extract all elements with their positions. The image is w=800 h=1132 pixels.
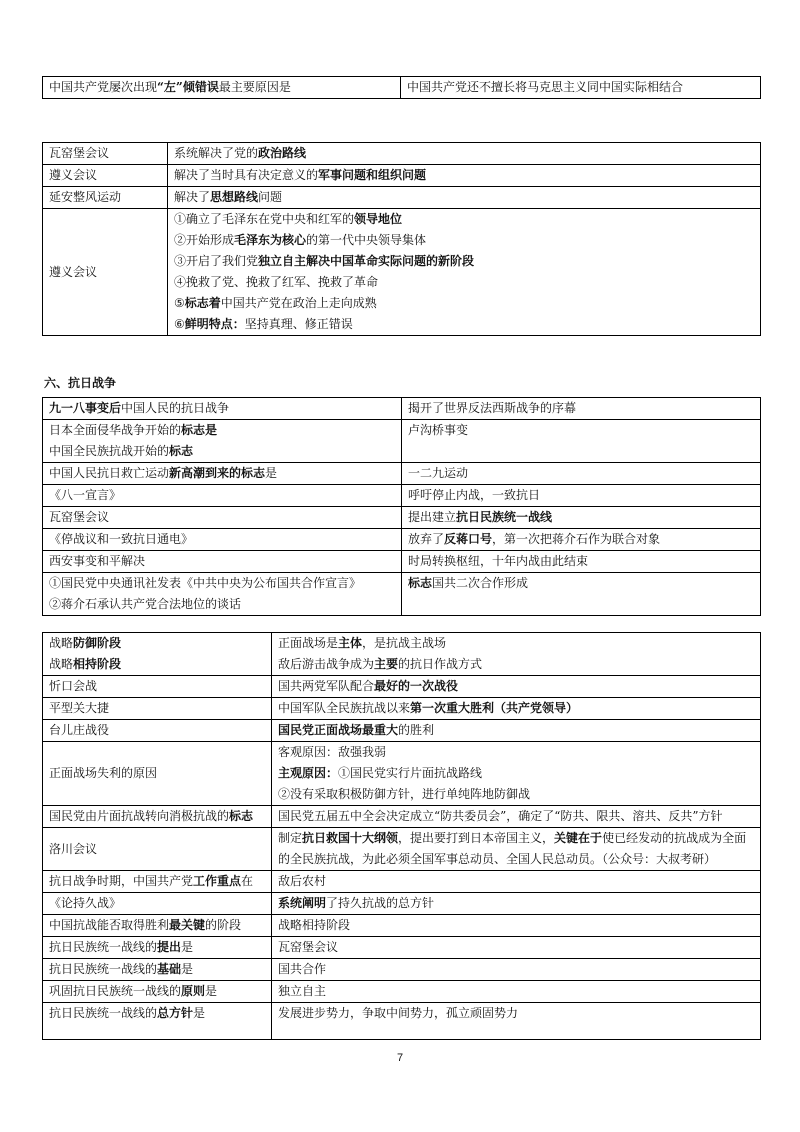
table-row	[43, 959, 761, 981]
table-cell	[272, 959, 761, 981]
bold-text: 原则	[181, 984, 206, 998]
cell-line	[408, 507, 754, 528]
table-cell	[43, 806, 272, 828]
table-cell	[43, 507, 402, 529]
text: 洛川会议	[49, 841, 98, 856]
text: 发展进步势力，争取中间势力，孤立顽固势力	[278, 1006, 519, 1020]
bold-text: 标志	[408, 576, 433, 590]
text: 国共两党军队配合	[278, 679, 375, 693]
table-row	[43, 742, 761, 806]
text: 中国人民抗日救亡运动	[49, 466, 170, 480]
bold-text: 国民党正面战场最重大	[278, 723, 399, 737]
text: 中国抗战能否取得胜利	[49, 918, 170, 932]
text: 是	[265, 466, 278, 480]
text: 抗日民族统一战线的	[49, 940, 158, 954]
cell-line	[49, 633, 265, 654]
cell-line	[278, 849, 754, 870]
cell-line	[49, 839, 265, 860]
text: 遵义会议	[49, 264, 98, 279]
table-cell	[43, 1003, 272, 1040]
table-cell	[402, 573, 761, 616]
table-cell	[168, 165, 761, 187]
text: 解决了当时具有决定意义的	[174, 168, 319, 182]
table-cell	[43, 209, 168, 336]
cell-line	[49, 594, 395, 615]
cell-line	[408, 551, 754, 572]
cell-line	[49, 981, 265, 1002]
text: ①国民党中央通讯社发表《中共中央为公布国共合作宣言》	[49, 576, 362, 590]
cell-line	[278, 937, 754, 958]
cell-line	[174, 165, 754, 186]
table-cell	[43, 676, 272, 698]
cell-line	[278, 981, 754, 1002]
cell-line	[278, 633, 754, 654]
text: 国共合作	[278, 962, 327, 976]
text: 巩固抗日民族统一战线的	[49, 984, 182, 998]
table-cell	[272, 937, 761, 959]
table-row	[43, 1003, 761, 1040]
table-war-stages	[42, 632, 761, 1040]
bold-text: 思想路线	[210, 190, 259, 204]
table-cell	[272, 1003, 761, 1040]
text: 抗日民族统一战线的	[49, 962, 158, 976]
cell-line	[278, 720, 754, 741]
table-cell	[168, 209, 761, 336]
cell-line	[49, 698, 265, 719]
cell-line	[49, 77, 394, 98]
cell-line	[49, 507, 395, 528]
table-cell	[402, 551, 761, 573]
cell-line	[49, 806, 265, 827]
text: 系统解决了党的	[174, 146, 259, 160]
cell-line	[278, 828, 754, 849]
cell-line	[408, 398, 754, 419]
table-row	[43, 573, 761, 616]
cell-line	[174, 272, 754, 293]
text: 问题	[258, 190, 283, 204]
text: 中国共产党屡次出现	[49, 80, 158, 94]
table-row	[43, 698, 761, 720]
text: 国共二次合作形成	[432, 576, 529, 590]
text: 忻口会战	[49, 679, 98, 693]
text: 提出建立	[408, 510, 457, 524]
text: ②没有采取积极防御方针，进行单纯阵地防御战	[278, 787, 531, 801]
text: 卢沟桥事变	[408, 423, 469, 437]
section-title: 六、抗日战争	[44, 376, 117, 390]
bold-text: 抗日救国十大纲领	[302, 831, 399, 845]
text: 的阶段	[205, 918, 242, 932]
table-row	[43, 893, 761, 915]
bold-text: 关键在于	[554, 831, 603, 845]
text: 瓦窑堡会议	[278, 940, 339, 954]
text: 最主要原因是	[218, 80, 291, 94]
bold-text: 主观原因：	[278, 766, 339, 780]
table-row	[43, 828, 761, 871]
bold-text: 反蒋口号	[444, 532, 493, 546]
bold-text: 相持阶段	[73, 657, 122, 671]
table-cell	[272, 893, 761, 915]
cell-line	[174, 293, 754, 314]
cell-line	[408, 463, 754, 484]
table-cell	[402, 507, 761, 529]
table-cell	[43, 742, 272, 806]
cell-line	[49, 654, 265, 675]
cell-line	[49, 915, 265, 936]
text: 瓦窑堡会议	[49, 146, 110, 160]
cell-line	[278, 915, 754, 936]
table-cell	[272, 981, 761, 1003]
table-cell	[272, 633, 761, 676]
table-row	[43, 633, 761, 676]
text: 的抗日作战方式	[398, 657, 483, 671]
table-cell	[272, 871, 761, 893]
table-row	[43, 485, 761, 507]
text: 《论持久战》	[49, 896, 122, 910]
table-cell	[43, 529, 402, 551]
cell-line	[174, 143, 754, 164]
text: 的胜利	[398, 723, 435, 737]
text: 国民党由片面抗战转向消极抗战的	[49, 809, 230, 823]
cell-line	[408, 485, 754, 506]
text: 抗日民族统一战线的	[49, 1006, 158, 1020]
table-cell	[43, 420, 402, 463]
text: 的第一代中央领导集体	[306, 233, 427, 247]
cell-line	[278, 959, 754, 980]
table-cell	[272, 915, 761, 937]
table-cell	[43, 551, 402, 573]
cell-line	[49, 551, 395, 572]
bold-text: 标志	[169, 444, 194, 458]
table-cell	[43, 187, 168, 209]
text: ⑥	[174, 317, 185, 331]
table-row	[43, 77, 761, 99]
cell-line	[174, 251, 754, 272]
cell-line	[49, 763, 265, 784]
text: 揭开了世界反法西斯战争的序幕	[408, 401, 577, 415]
table-cell	[43, 720, 272, 742]
cell-line	[408, 529, 754, 550]
text: 西安事变和平解决	[49, 554, 146, 568]
bold-text: 标志是	[181, 423, 218, 437]
bold-text: 提出	[157, 940, 182, 954]
cell-line	[174, 187, 754, 208]
bold-text: 领导地位	[354, 212, 403, 226]
text: ④挽救了党、挽救了红军、挽救了革命	[174, 275, 379, 289]
text: 中国军队全民族抗战以来	[278, 701, 411, 715]
table-cell	[43, 698, 272, 720]
text: 坚持真理、修正错误	[244, 317, 353, 331]
table-anti-japanese-war	[42, 397, 761, 616]
text: 抗日战争时期，中国共产党	[49, 874, 194, 888]
cell-line	[49, 262, 161, 283]
bold-text: 标志	[229, 809, 254, 823]
text: 使已经发动的抗战成为全面	[602, 831, 747, 845]
text: 敌后游击战争成为	[278, 657, 375, 671]
bold-text: 总方针	[157, 1006, 194, 1020]
table-row	[43, 720, 761, 742]
table-row	[43, 187, 761, 209]
text: 是	[181, 940, 194, 954]
cell-line	[174, 314, 754, 335]
text: 瓦窑堡会议	[49, 510, 110, 524]
cell-line	[408, 573, 754, 594]
bold-text: 独立自主解决中国革命实际问题的新阶段	[258, 254, 475, 268]
cell-line	[49, 893, 265, 914]
cell-line	[278, 676, 754, 697]
table-left-errors	[42, 76, 761, 99]
text: ①国民党实行片面抗战路线	[338, 766, 483, 780]
bold-text: 工作重点	[193, 874, 242, 888]
table-cell	[43, 165, 168, 187]
bold-text: 主体	[338, 636, 363, 650]
table-cell	[43, 828, 272, 871]
cell-line	[278, 698, 754, 719]
table-cell	[43, 573, 402, 616]
table-cell	[272, 828, 761, 871]
text: 战略	[49, 636, 74, 650]
cell-line	[49, 463, 395, 484]
text: 独立自主	[278, 984, 327, 998]
text: 战略相持阶段	[278, 918, 351, 932]
table-cell	[402, 529, 761, 551]
cell-line	[278, 784, 754, 805]
table-cell	[402, 398, 761, 420]
table-cell	[401, 77, 761, 99]
cell-line	[49, 959, 265, 980]
table-row	[43, 806, 761, 828]
table-row	[43, 143, 761, 165]
bold-text: 标志着	[184, 296, 221, 310]
table-cell	[272, 698, 761, 720]
cell-line	[49, 398, 395, 419]
text: 战略	[49, 657, 74, 671]
table-cell	[272, 742, 761, 806]
cell-line	[49, 441, 395, 462]
cell-line	[49, 1003, 265, 1024]
cell-line	[407, 77, 754, 98]
table-cell	[43, 633, 272, 676]
text: 放弃了	[408, 532, 445, 546]
text: 日本全面侵华战争开始的	[49, 423, 182, 437]
table-cell	[43, 463, 402, 485]
cell-line	[49, 143, 161, 164]
table-row	[43, 507, 761, 529]
text: 中国共产党还不擅长将马克思主义同中国实际相结合	[407, 80, 684, 94]
text: 一二九运动	[408, 466, 469, 480]
bold-text: 最关键	[169, 918, 206, 932]
text: 敌后农村	[278, 874, 327, 888]
table-cell	[43, 981, 272, 1003]
cell-line	[49, 937, 265, 958]
text: 台儿庄战役	[49, 723, 110, 737]
text: 正面战场失利的原因	[49, 766, 158, 780]
text: 《停战议和一致抗日通电》	[49, 532, 194, 546]
text: 延安整风运动	[49, 190, 122, 204]
text: ②蒋介石承认共产党合法地位的谈话	[49, 597, 242, 611]
cell-line	[49, 187, 161, 208]
text: 客观原因：敌强我弱	[278, 745, 387, 759]
table-cell	[43, 915, 272, 937]
text: ，是抗战主战场	[362, 636, 447, 650]
bold-text: 毛泽东为核心	[234, 233, 307, 247]
bold-text: 抗日民族统一战线	[456, 510, 553, 524]
cell-line	[278, 742, 754, 763]
table-cell	[43, 485, 402, 507]
text: 呼吁停止内战，一致抗日	[408, 488, 541, 502]
cell-line	[49, 573, 395, 594]
text: ②开始形成	[174, 233, 235, 247]
cell-line	[49, 165, 161, 186]
table-cell	[168, 187, 761, 209]
cell-line	[49, 485, 395, 506]
table-cell	[272, 806, 761, 828]
table-row	[43, 915, 761, 937]
table-row	[43, 871, 761, 893]
cell-line	[408, 420, 754, 441]
table-row	[43, 937, 761, 959]
table-row	[43, 529, 761, 551]
table-cell	[43, 937, 272, 959]
text: 中国全民族抗战开始的	[49, 444, 170, 458]
cell-line	[49, 676, 265, 697]
cell-line	[278, 763, 754, 784]
cell-line	[278, 806, 754, 827]
text: 平型关大捷	[49, 701, 110, 715]
bold-text: 系统阐明	[278, 896, 327, 910]
text: ③开启了我们党	[174, 254, 259, 268]
table-cell	[272, 676, 761, 698]
table-row	[43, 165, 761, 187]
text: 是	[193, 1006, 206, 1020]
text: 《八一宣言》	[49, 488, 122, 502]
text: 了持久抗战的总方针	[326, 896, 435, 910]
text: 的全民族抗战，为此必须全国军事总动员、全国人民总动员。（公众号：大叔考研）	[278, 852, 717, 866]
cell-line	[49, 871, 265, 892]
table-row	[43, 209, 761, 336]
text: 是	[181, 962, 194, 976]
text: 中国共产党在政治上走向成熟	[220, 296, 377, 310]
bold-text: 主要	[374, 657, 399, 671]
bold-text: 最好的一次战役	[374, 679, 459, 693]
cell-line	[49, 529, 395, 550]
text: 遵义会议	[49, 168, 98, 182]
table-cell	[168, 143, 761, 165]
text: 正面战场是	[278, 636, 339, 650]
bold-text: 防御阶段	[73, 636, 122, 650]
bold-text: 基础	[157, 962, 182, 976]
bold-text: 政治路线	[258, 146, 307, 160]
text: 中国人民的抗日战争	[121, 401, 230, 415]
text: 时局转换枢纽，十年内战由此结束	[408, 554, 589, 568]
table-cell	[402, 485, 761, 507]
cell-line	[278, 893, 754, 914]
table-cell	[43, 143, 168, 165]
table-cell	[43, 893, 272, 915]
table-row	[43, 398, 761, 420]
bold-text: 军事问题和组织问题	[318, 168, 427, 182]
table-row	[43, 463, 761, 485]
text: 国民党五届五中全会决定成立“防共委员会”，确定了“防共、限共、溶共、反共”方针	[278, 809, 723, 823]
page-number: 7	[396, 1052, 404, 1064]
text: 制定	[278, 831, 303, 845]
cell-line	[174, 209, 754, 230]
table-row	[43, 676, 761, 698]
text: 是	[205, 984, 218, 998]
table-row	[43, 551, 761, 573]
text: ①确立了毛泽东在党中央和红军的	[174, 212, 355, 226]
table-cell	[402, 463, 761, 485]
table-cell	[402, 420, 761, 463]
table-cell	[43, 398, 402, 420]
bold-text: 第一次重大胜利（共产党领导）	[410, 701, 579, 715]
text: 解决了	[174, 190, 211, 204]
cell-line	[278, 871, 754, 892]
table-row	[43, 981, 761, 1003]
text: ，提出要打到日本帝国主义，	[398, 831, 555, 845]
text: 在	[241, 874, 254, 888]
bold-text: “左”倾错误	[157, 80, 219, 94]
table-meetings	[42, 142, 761, 336]
cell-line	[49, 420, 395, 441]
bold-text: 新高潮到来的标志	[169, 466, 266, 480]
table-cell	[272, 720, 761, 742]
bold-text: 鲜明特点：	[184, 317, 245, 331]
text: ⑤	[174, 296, 185, 310]
table-row	[43, 420, 761, 463]
cell-line	[278, 654, 754, 675]
bold-text: 九一八事变后	[49, 401, 122, 415]
cell-line	[49, 720, 265, 741]
table-cell	[43, 77, 401, 99]
cell-line	[174, 230, 754, 251]
cell-line	[278, 1003, 754, 1024]
table-cell	[43, 871, 272, 893]
table-cell	[43, 959, 272, 981]
text: ，第一次把蒋介石作为联合对象	[492, 532, 661, 546]
